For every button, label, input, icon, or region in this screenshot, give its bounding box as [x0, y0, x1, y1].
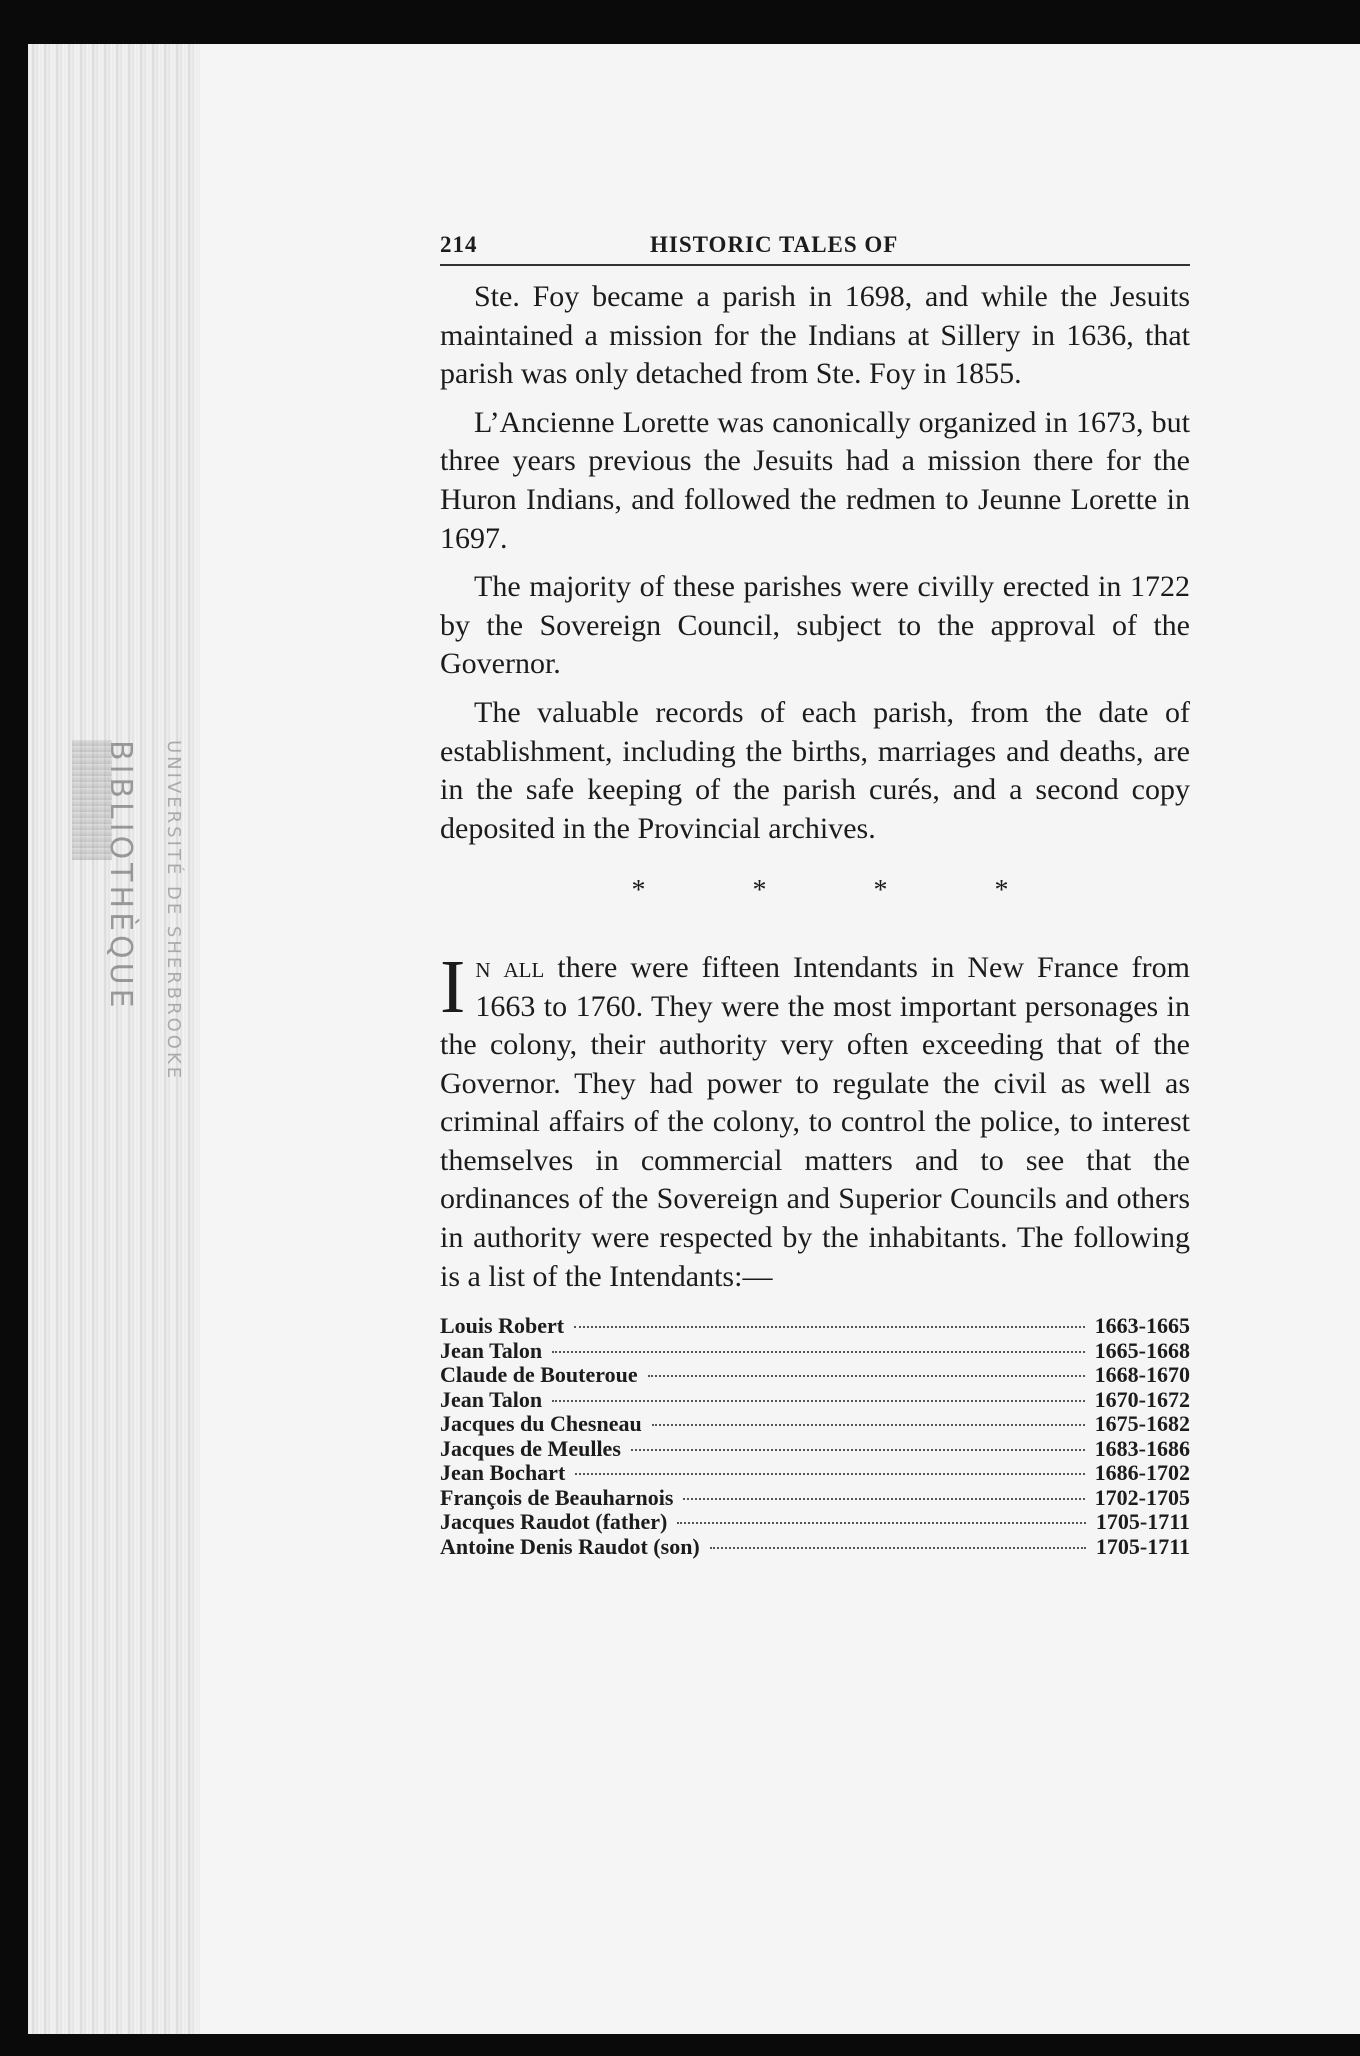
paragraph: L’Ancienne Lorette was canonically organized in 1673, but three years previous the Jesuits had a mission there for the Huron Indians, and followed the redmen to Jeunne Lorette in 1697.	[440, 405, 1190, 555]
intendant-name: Claude de Bouteroue	[440, 1362, 638, 1388]
dot-leader	[575, 1473, 1084, 1475]
dot-leader	[631, 1449, 1085, 1451]
intendant-name: Jean Talon	[440, 1386, 543, 1412]
running-head	[440, 232, 1190, 266]
intendant-years: 1705-1711	[1095, 1509, 1190, 1535]
list-item	[440, 1535, 1190, 1560]
stamp-line-1: BIBLIOTHÈQUE	[103, 740, 138, 1012]
intendant-years: 1668-1670	[1094, 1362, 1190, 1388]
list-item	[440, 1510, 1190, 1535]
list-item	[440, 1461, 1190, 1486]
intendant-name: Jacques du Chesneau	[440, 1411, 642, 1437]
page-number: 214	[440, 232, 478, 257]
drop-cap: I	[440, 944, 466, 1029]
dot-leader	[552, 1351, 1085, 1353]
intendant-name: Jacques Raudot (father)	[440, 1509, 668, 1535]
intendant-name: Jean Talon	[440, 1337, 543, 1363]
paragraph: Ste. Foy became a parish in 1698, and while the Jesuits maintained a mission for the Indians at Sillery in 1636, that parish was only detached from Ste. Foy in 1855.	[440, 280, 1190, 391]
intendant-name: Jacques de Meulles	[440, 1435, 621, 1461]
intendant-name: François de Beauharnois	[440, 1484, 674, 1510]
dot-leader	[652, 1424, 1085, 1426]
dot-leader	[710, 1547, 1086, 1549]
body-text	[440, 278, 1190, 1559]
intendant-name: Jean Bochart	[440, 1460, 566, 1486]
list-item	[440, 1412, 1190, 1437]
intendant-years: 1670-1672	[1094, 1386, 1190, 1412]
dot-leader	[648, 1375, 1085, 1377]
running-title: HISTORIC TALES OF	[650, 232, 899, 257]
intendant-years: 1675-1682	[1094, 1411, 1190, 1437]
intendant-years: 1705-1711	[1095, 1533, 1190, 1559]
intendants-paragraph	[440, 944, 1190, 1296]
list-item	[440, 1388, 1190, 1413]
section-separator: * * * *	[631, 875, 1059, 907]
intendant-years: 1663-1665	[1094, 1313, 1190, 1339]
intendant-name: Antoine Denis Raudot (son)	[440, 1533, 700, 1559]
intro-text: there were fifteen Intendants in New France from 1663 to 1760. They were the most important personages in the colony, their authority very often exceeding that of the Governor. They had power to regulate the civil as well as criminal affairs of the colony, to control the police, to interest themselves in commercial matters and to see that the ordinances of the Sovereign and Superior Councils and others in authority were respected by the inhabitants. The following is a list of the Intendants:—	[440, 950, 1190, 1293]
stamp-line-2: UNIVERSITÉ DE SHERBROOKE	[163, 740, 184, 1082]
library-stamp	[62, 740, 184, 1160]
dot-leader	[552, 1400, 1085, 1402]
dot-leader	[677, 1522, 1086, 1524]
list-item	[440, 1363, 1190, 1388]
intendant-years: 1683-1686	[1094, 1435, 1190, 1461]
intendants-list	[440, 1314, 1190, 1559]
page-content	[440, 232, 1190, 1559]
small-caps-lead: n all	[475, 950, 545, 984]
paragraph: The valuable records of each parish, from the date of establishment, including the births, marriages and deaths, are in the safe keeping of the parish curés, and a second copy deposited in the Provincial archives.	[440, 695, 1190, 845]
intendant-name: Louis Robert	[440, 1313, 565, 1339]
list-item	[440, 1437, 1190, 1462]
intendant-years: 1686-1702	[1094, 1460, 1190, 1486]
intendant-years: 1665-1668	[1094, 1337, 1190, 1363]
intendant-years: 1702-1705	[1094, 1484, 1190, 1510]
list-item	[440, 1339, 1190, 1364]
dot-leader	[683, 1498, 1084, 1500]
list-item	[440, 1486, 1190, 1511]
dot-leader	[574, 1326, 1085, 1328]
paragraph: The majority of these parishes were civilly erected in 1722 by the Sovereign Council, subject to the approval of the Governor.	[440, 570, 1190, 681]
list-item	[440, 1314, 1190, 1339]
